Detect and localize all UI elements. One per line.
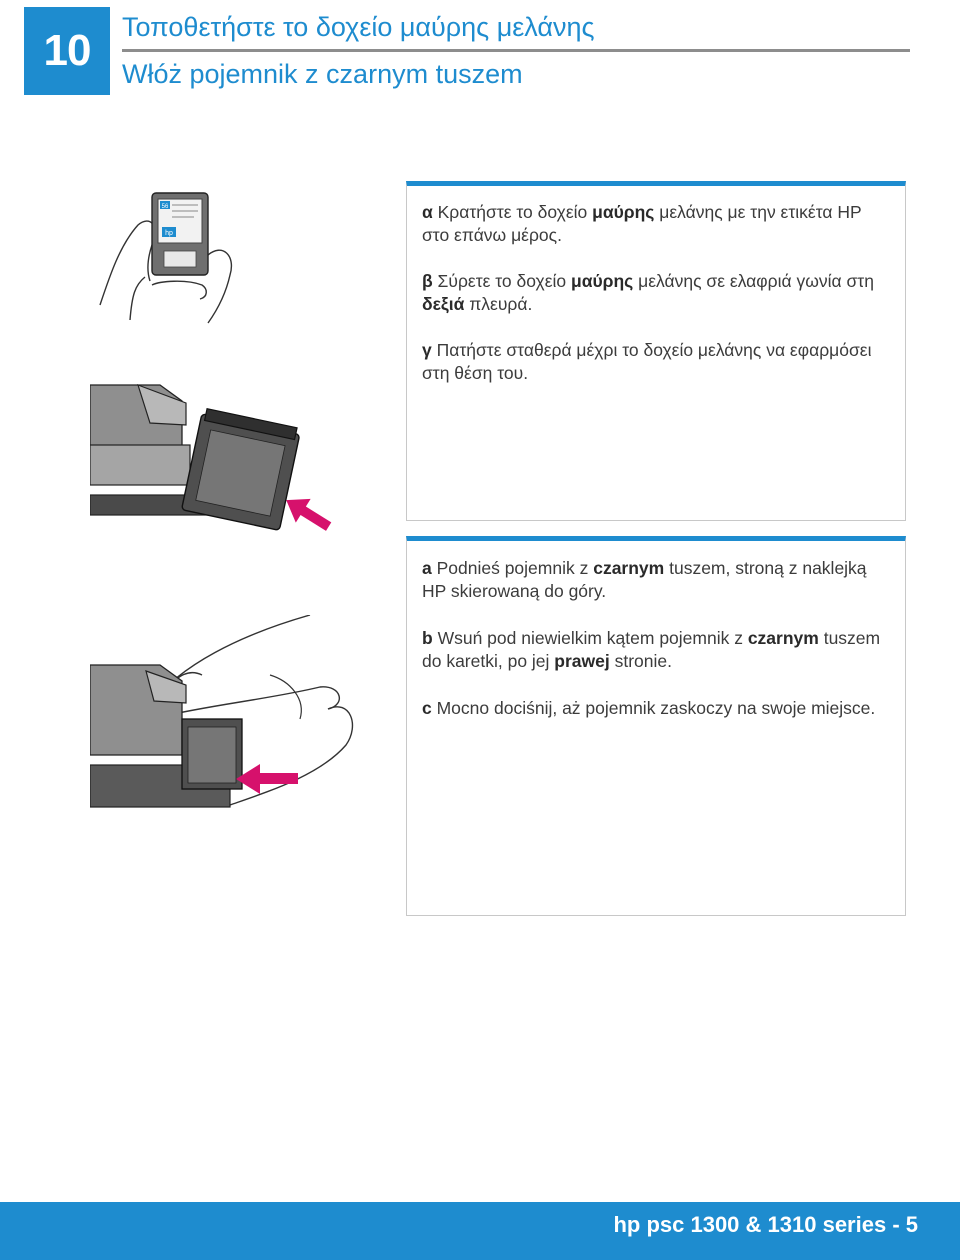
svg-text:hp: hp [165, 230, 173, 237]
instruction-step-gamma: γ Πατήστε σταθερά μέχρι το δοχείο μελάνης να εφαρμόσει στη θέση του. [422, 340, 872, 383]
svg-text:56: 56 [161, 204, 169, 210]
step-number-badge: 10 [24, 7, 110, 95]
pressing-hand-icon [90, 615, 370, 815]
instruction-step-c: c Mocno dociśnij, aż pojemnik zaskoczy na swoje miejsce. [422, 698, 876, 718]
page-title-polish: Włóż pojemnik z czarnym tuszem [122, 59, 523, 89]
title-divider [122, 49, 910, 52]
magenta-arrow-icon [279, 488, 336, 538]
instruction-step-b: b Wsuń pod niewielkim kątem pojemnik z czarnym tuszem do karetki, po jej prawej stronie. [422, 628, 881, 671]
magenta-arrow-icon [236, 764, 298, 794]
instruction-step-beta: β Σύρετε το δοχείο μαύρης μελάνης σε ελαφριά γωνία στη δεξιά πλευρά. [422, 271, 874, 314]
page-title-greek: Τοποθετήστε το δοχείο μαύρης μελάνης [122, 12, 595, 42]
instruction-panel-polish [406, 536, 906, 916]
hand-holding-cartridge-icon [90, 185, 250, 325]
instruction-step-alpha: α Κρατήστε το δοχείο μαύρης μελάνης με την ετικέτα HP στο επάνω μέρος. [422, 202, 862, 245]
footer-page-label: hp psc 1300 & 1310 series - 5 [613, 1212, 918, 1237]
printer-carriage-insert-icon [90, 345, 340, 545]
instruction-panel-greek [406, 181, 906, 521]
instruction-step-a: a Podnieś pojemnik z czarnym tuszem, stroną z naklejką HP skierowaną do góry. [422, 558, 867, 601]
